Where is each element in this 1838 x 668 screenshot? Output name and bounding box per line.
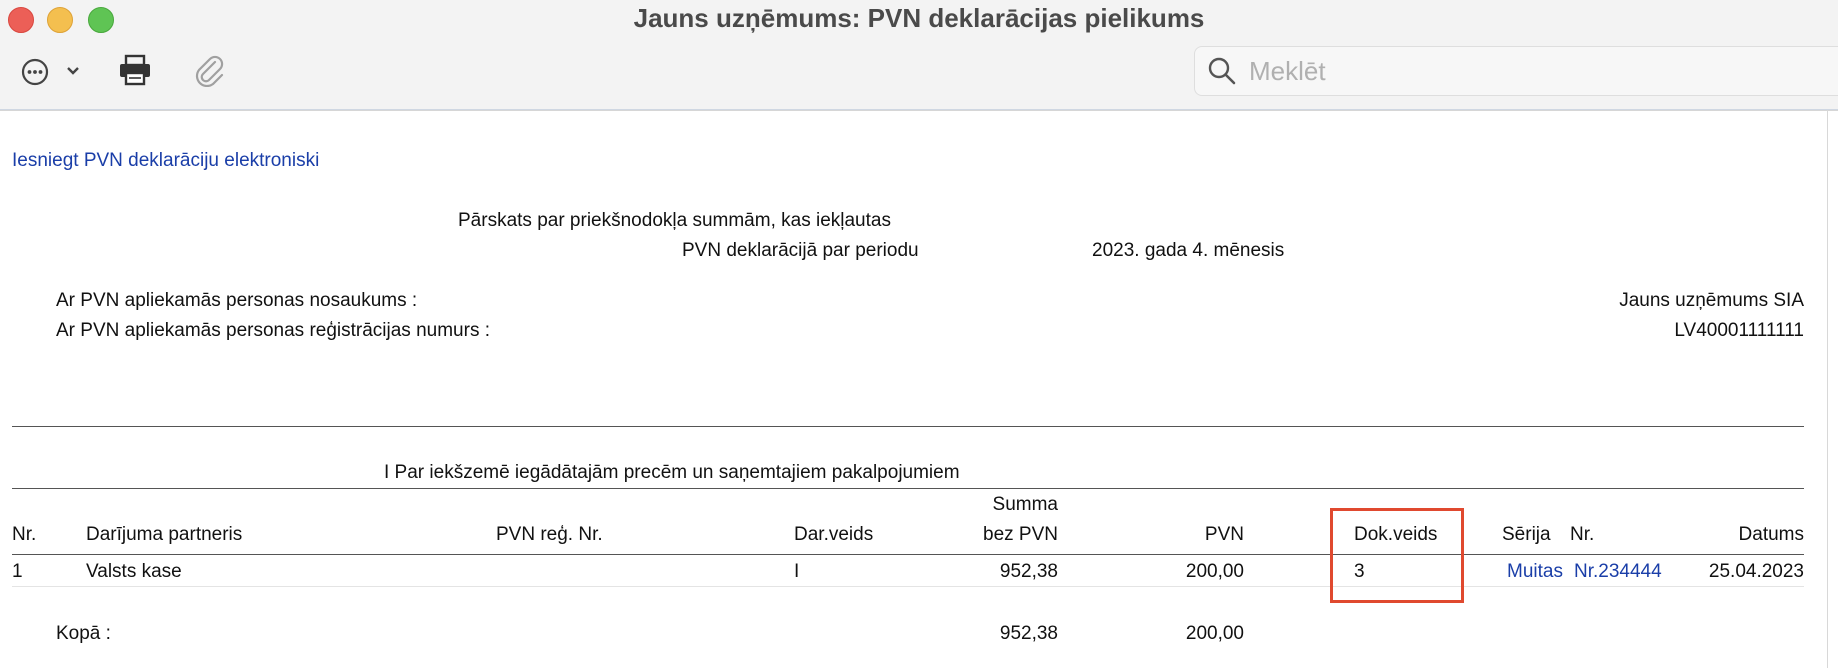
row-vat: 200,00 bbox=[1185, 561, 1244, 582]
section-divider-top bbox=[12, 426, 1804, 427]
search-field[interactable] bbox=[1194, 46, 1838, 96]
column-header-doc-nr: Nr. bbox=[1570, 524, 1595, 545]
title-bar bbox=[0, 0, 1838, 111]
section-divider-bottom bbox=[12, 488, 1804, 489]
company-name-label: Ar PVN apliekamās personas nosaukums : bbox=[56, 290, 418, 311]
window-title: Jauns uzņēmums: PVN deklarācijas pielikums bbox=[633, 3, 1205, 33]
reg-number: LV40001111111 bbox=[1674, 320, 1804, 341]
section-title: I Par iekšzemē iegādātajām precēm un saņemtajiem pakalpojumiem bbox=[384, 462, 960, 483]
report-heading-line1: Pārskats par priekšnodokļa summām, kas iekļautas bbox=[458, 210, 891, 231]
reg-number-label: Ar PVN apliekamās personas reģistrācijas numurs : bbox=[56, 320, 491, 341]
column-header-nr: Nr. bbox=[12, 524, 37, 545]
search-input[interactable] bbox=[1247, 53, 1831, 89]
toolbar-divider bbox=[0, 109, 1838, 110]
total-label: Kopā : bbox=[56, 623, 111, 644]
row-partner: Valsts kase bbox=[86, 561, 182, 582]
row-sum: 952,38 bbox=[999, 561, 1058, 582]
header-divider bbox=[12, 554, 1804, 555]
row-doc-type: 3 bbox=[1354, 561, 1365, 582]
column-header-deal-type: Dar.veids bbox=[794, 524, 874, 545]
company-name: Jauns uzņēmums SIA bbox=[1619, 290, 1804, 311]
report-heading-line2: PVN deklarācijā par periodu bbox=[682, 240, 919, 261]
ellipsis-circle-icon bbox=[20, 57, 84, 87]
vertical-scrollbar[interactable] bbox=[1827, 110, 1828, 668]
column-header-series: Sērija bbox=[1502, 524, 1551, 545]
more-actions-button[interactable] bbox=[20, 57, 84, 87]
paperclip-icon bbox=[192, 53, 226, 87]
row-doc-nr-link[interactable]: Nr.234444 bbox=[1574, 561, 1662, 582]
row-divider bbox=[12, 586, 1804, 587]
row-nr: 1 bbox=[12, 561, 23, 582]
column-header-partner: Darījuma partneris bbox=[86, 524, 243, 545]
column-header-vat-reg: PVN reģ. Nr. bbox=[496, 524, 603, 545]
row-date: 25.04.2023 bbox=[1708, 561, 1804, 582]
column-header-date: Datums bbox=[1738, 524, 1804, 545]
total-sum: 952,38 bbox=[999, 623, 1058, 644]
attach-button[interactable] bbox=[192, 53, 226, 87]
column-header-vat: PVN bbox=[1204, 524, 1244, 545]
submit-electronically-link[interactable]: Iesniegt PVN deklarāciju elektroniski bbox=[12, 150, 320, 171]
report-period: 2023. gada 4. mēnesis bbox=[1092, 240, 1285, 261]
column-header-sum-line2: bez PVN bbox=[983, 524, 1058, 545]
row-deal-type: I bbox=[794, 561, 800, 582]
print-button[interactable] bbox=[118, 53, 152, 87]
column-header-sum-line1: Summa bbox=[992, 494, 1058, 515]
row-series-link[interactable]: Muitas bbox=[1507, 561, 1563, 582]
search-icon bbox=[1207, 56, 1237, 86]
doc-type-highlight-box bbox=[1330, 508, 1464, 603]
total-vat: 200,00 bbox=[1185, 623, 1244, 644]
column-header-doc-type: Dok.veids bbox=[1354, 524, 1438, 545]
printer-icon bbox=[118, 53, 152, 87]
